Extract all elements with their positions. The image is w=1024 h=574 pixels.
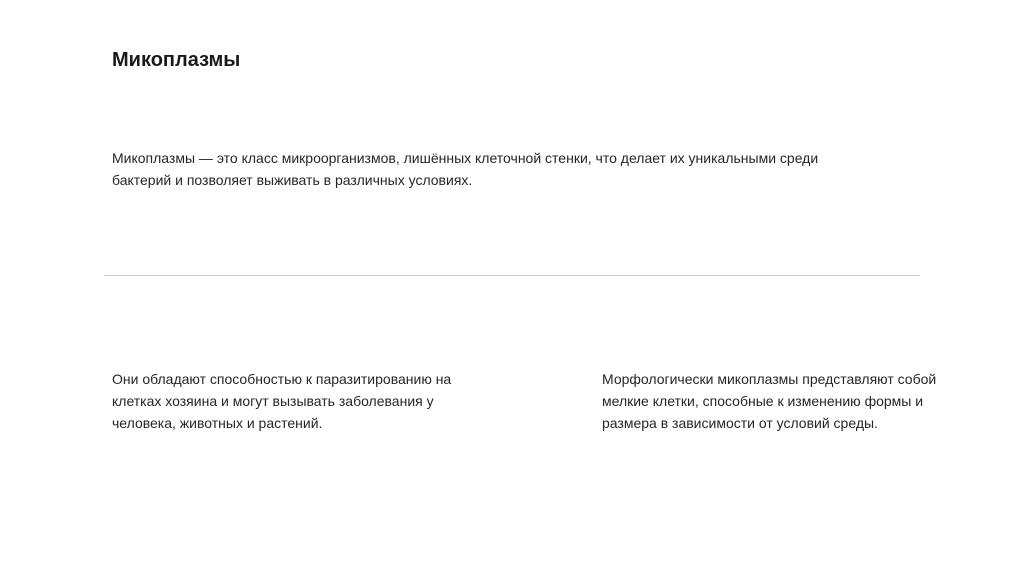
section-divider — [104, 275, 920, 276]
slide-title: Микоплазмы — [112, 49, 241, 71]
left-column-paragraph: Они обладают способностью к паразитированию на клетках хозяина и могут вызывать заболевания у человека, животных и растений. — [112, 371, 452, 431]
intro-paragraph: Микоплазмы — это класс микроорганизмов, лишённых клеточной стенки, что делает их уникальными среди бактерий и позволяет выживать в различных условиях. — [112, 150, 819, 188]
right-column-paragraph: Морфологически микоплазмы представляют собой мелкие клетки, способные к изменению формы и размера в зависимости от условий среды. — [602, 371, 937, 431]
